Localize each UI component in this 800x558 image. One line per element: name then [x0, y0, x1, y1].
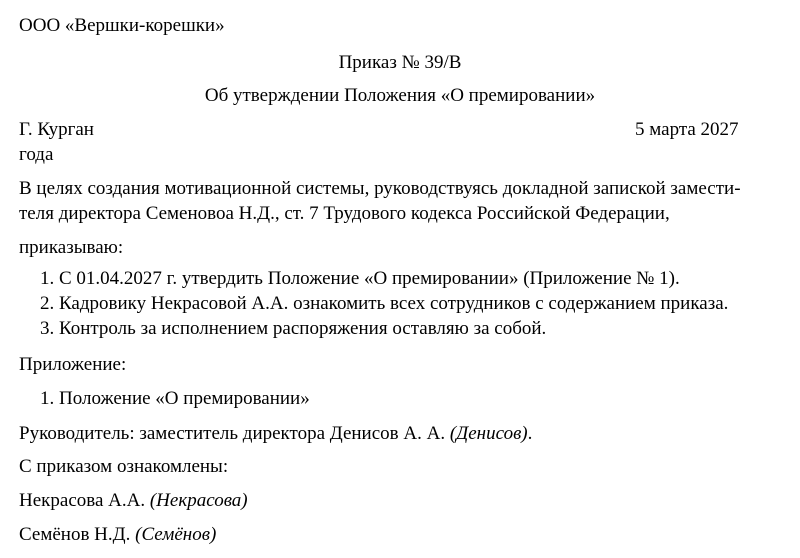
order-word: приказываю: — [19, 237, 124, 258]
city: Г. Курган — [19, 119, 94, 140]
order-item-2: 2. Кадровику Некрасовой А.А. ознакомить всех сотрудников с содержанием приказа. — [40, 293, 729, 314]
preamble-line-2: теля директора Семеновоа Н.Д., ст. 7 Трудового кодекса Российской Федерации, — [19, 203, 670, 224]
acknowledged-label: С приказом ознакомлены: — [19, 456, 229, 477]
order-item-3: 3. Контроль за исполнением распоряжения оставляю за собой. — [40, 318, 547, 339]
acknowledged-row — [19, 523, 216, 547]
head-trailing: . — [527, 423, 533, 444]
order-date-suffix: года — [19, 144, 54, 165]
head-text: Руководитель: заместитель директора Денисов А. А. — [19, 423, 446, 444]
acknowledged-name: Некрасова А.А. — [19, 490, 146, 511]
acknowledged-signature: (Семёнов) — [135, 524, 217, 545]
order-subject: Об утверждении Положения «О премировании» — [204, 85, 596, 106]
acknowledged-name: Семёнов Н.Д. — [19, 524, 131, 545]
order-item-1: 1. С 01.04.2027 г. утвердить Положение «О премировании» (Приложение № 1). — [40, 268, 680, 289]
appendix-item-1: 1. Положение «О премировании» — [40, 388, 310, 409]
organization-name: ООО «Вершки-корешки» — [19, 15, 225, 36]
preamble-line-1: В целях создания мотивационной системы, руководствуясь докладной запиской замести- — [19, 178, 741, 199]
appendix-label: Приложение: — [19, 354, 127, 375]
acknowledged-signature: (Некрасова) — [149, 490, 248, 511]
acknowledged-row — [19, 489, 248, 513]
order-number: Приказ № 39/В — [338, 52, 462, 73]
head-signature-line — [19, 422, 532, 446]
order-date: 5 марта 2027 — [635, 119, 739, 140]
head-signature: (Денисов) — [449, 423, 528, 444]
